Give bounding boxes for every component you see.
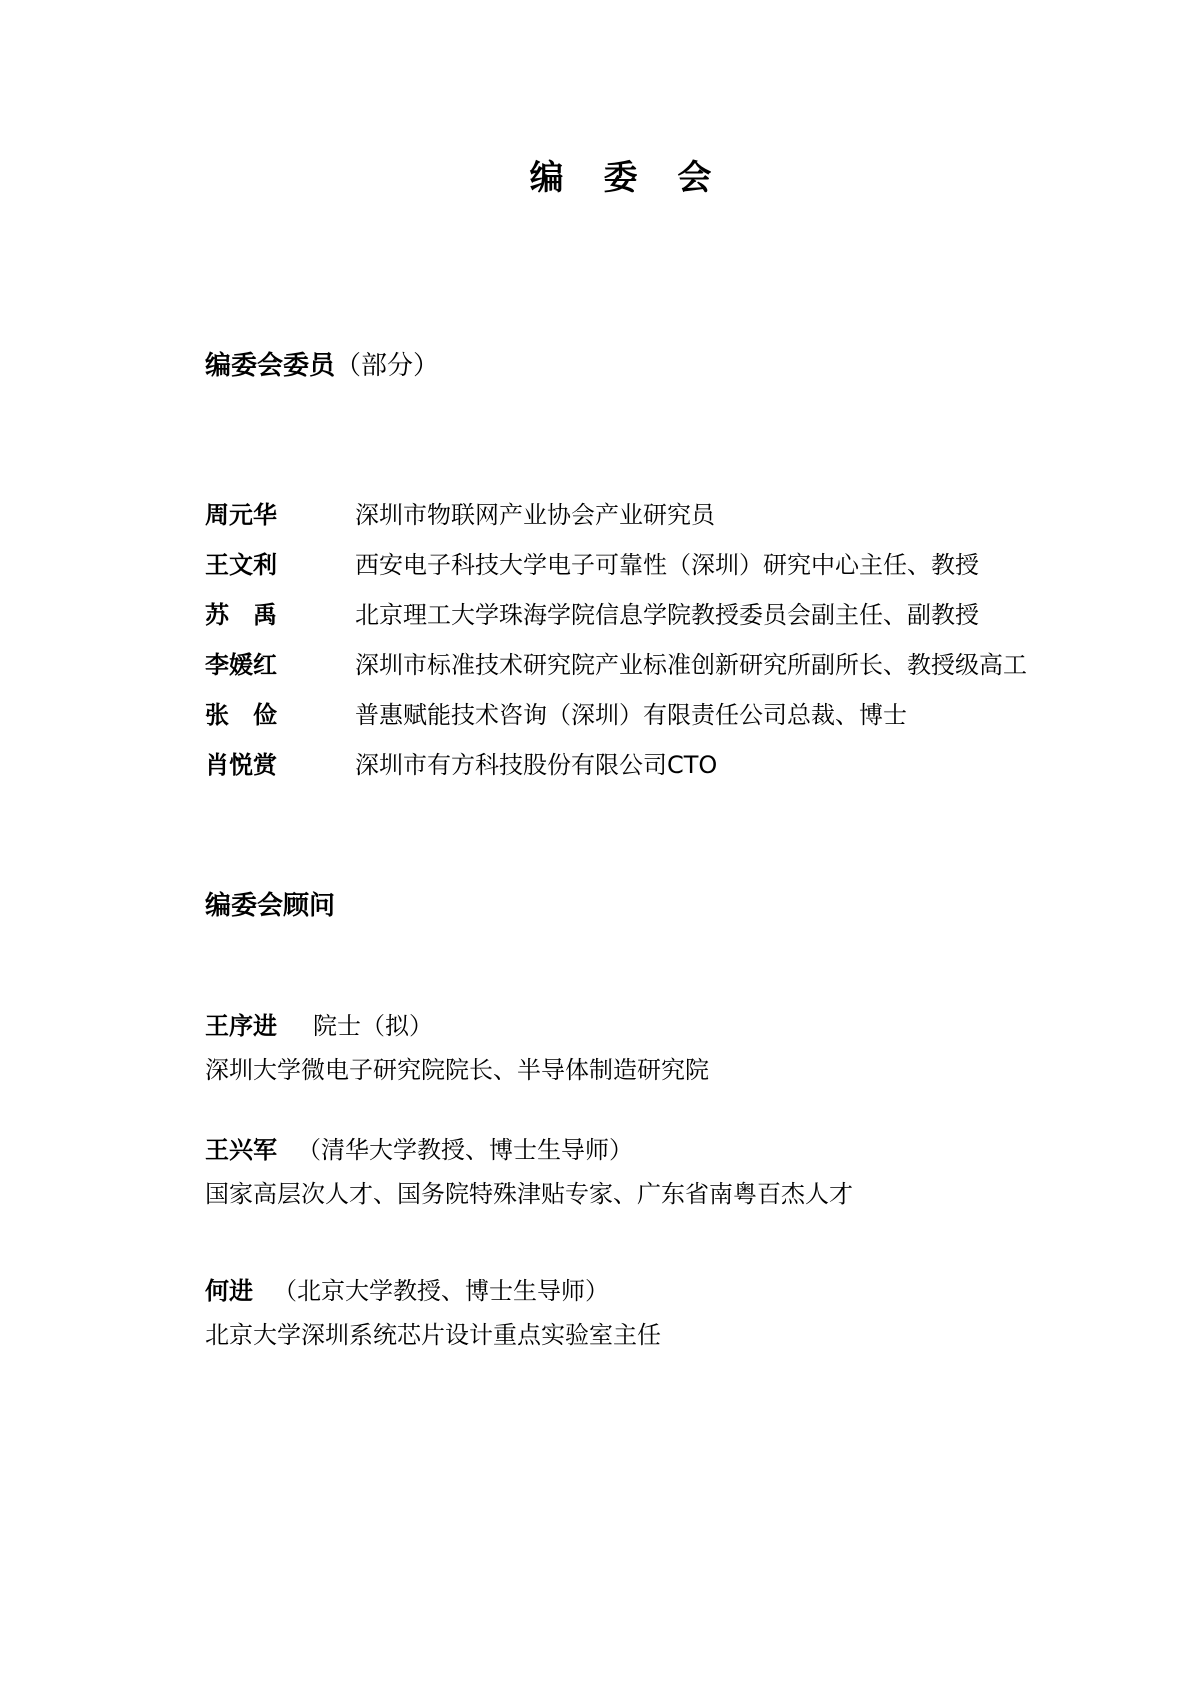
page-title: 编 委 会 — [529, 158, 726, 198]
advisor-name: 王兴军 — [205, 1135, 277, 1164]
member-name: 苏 禹 — [205, 600, 277, 629]
advisor-entry — [205, 1127, 853, 1211]
advisors-section-heading: 编委会顾问 — [205, 891, 336, 921]
member-name: 李媛红 — [205, 650, 277, 679]
members-heading-note: （部分） — [335, 351, 440, 381]
member-role: 深圳市物联网产业协会产业研究员 — [355, 500, 715, 529]
member-role: 西安电子科技大学电子可靠性（深圳）研究中心主任、教授 — [355, 550, 979, 579]
members-heading-text: 编委会委员 — [205, 351, 336, 381]
members-list — [205, 487, 1027, 787]
member-role: 北京理工大学珠海学院信息学院教授委员会副主任、副教授 — [355, 600, 979, 629]
member-role: 深圳市标准技术研究院产业标准创新研究所副所长、教授级高工 — [355, 650, 1027, 679]
advisor-detail: 国家高层次人才、国务院特殊津贴专家、广东省南粤百杰人才 — [205, 1179, 853, 1208]
advisor-info: （北京大学教授、博士生导师） — [273, 1276, 609, 1305]
member-row — [205, 537, 1027, 587]
member-name: 王文利 — [205, 550, 277, 579]
member-row — [205, 587, 1027, 637]
advisor-detail: 北京大学深圳系统芯片设计重点实验室主任 — [205, 1320, 661, 1349]
member-row — [205, 487, 1027, 537]
member-role: 深圳市有方科技股份有限公司CTO — [355, 750, 718, 779]
advisor-entry — [205, 1268, 661, 1352]
advisor-info: （清华大学教授、博士生导师） — [297, 1135, 633, 1164]
member-row — [205, 737, 1027, 787]
member-name: 周元华 — [205, 500, 277, 529]
member-row — [205, 687, 1027, 737]
advisor-name: 何进 — [205, 1276, 253, 1305]
advisor-name: 王序进 — [205, 1011, 277, 1040]
advisor-info: 院士（拟） — [313, 1011, 433, 1040]
member-name: 张 俭 — [205, 700, 277, 729]
advisor-entry — [205, 1003, 709, 1087]
member-name: 肖悦赏 — [205, 750, 277, 779]
advisor-detail: 深圳大学微电子研究院院长、半导体制造研究院 — [205, 1055, 709, 1084]
members-section-heading — [205, 345, 439, 382]
member-role: 普惠赋能技术咨询（深圳）有限责任公司总裁、博士 — [355, 700, 907, 729]
member-row — [205, 637, 1027, 687]
